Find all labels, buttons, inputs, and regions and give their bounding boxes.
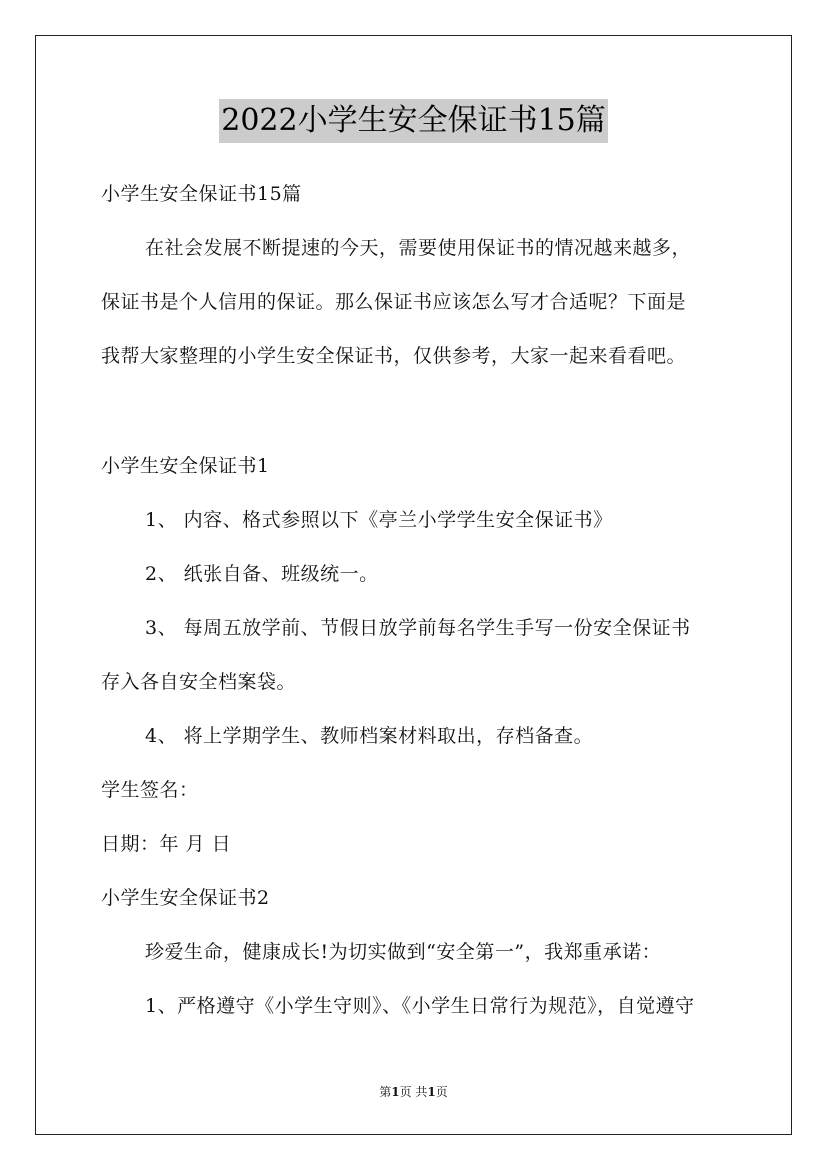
- footer-page-number: 1: [391, 1085, 400, 1099]
- paragraph-line: 珍爱生命，健康成长!为切实做到“安全第一”，我郑重承诺：: [145, 941, 662, 963]
- paragraph-line: 保证书是个人信用的保证。那么保证书应该怎么写才合适呢？下面是: [101, 291, 687, 313]
- paragraph-line: 我帮大家整理的小学生安全保证书，仅供参考，大家一起来看看吧。: [101, 345, 687, 367]
- document-title: 2022小学生安全保证书15篇: [219, 99, 608, 143]
- paragraph-line: 1、严格遵守《小学生守则》、《小学生日常行为规范》，自觉遵守: [145, 995, 695, 1017]
- footer-total-pages: 1: [427, 1085, 436, 1099]
- page-footer: [0, 1084, 827, 1100]
- list-item: 2、 纸张自备、班级统一。: [145, 563, 379, 585]
- footer-middle: 页 共: [399, 1085, 428, 1099]
- section-heading: 小学生安全保证书1: [101, 455, 270, 477]
- list-item: 3、 每周五放学前、节假日放学前每名学生手写一份安全保证书: [145, 617, 691, 639]
- footer-suffix: 页: [435, 1085, 448, 1099]
- footer-prefix: 第: [379, 1085, 392, 1099]
- section-heading: 小学生安全保证书2: [101, 887, 270, 909]
- list-item: 1、 内容、格式参照以下《亭兰小学学生安全保证书》: [145, 509, 613, 531]
- title-container: [0, 99, 827, 143]
- date-label: 日期：年 月 日: [101, 833, 232, 855]
- paragraph-line: 在社会发展不断提速的今天，需要使用保证书的情况越来越多，: [145, 237, 692, 259]
- doc-subtitle: 小学生安全保证书15篇: [101, 183, 302, 205]
- signature-label: 学生签名：: [101, 779, 199, 801]
- list-item: 4、 将上学期学生、教师档案材料取出，存档备查。: [145, 725, 594, 747]
- list-item-continuation: 存入各自安全档案袋。: [101, 671, 297, 693]
